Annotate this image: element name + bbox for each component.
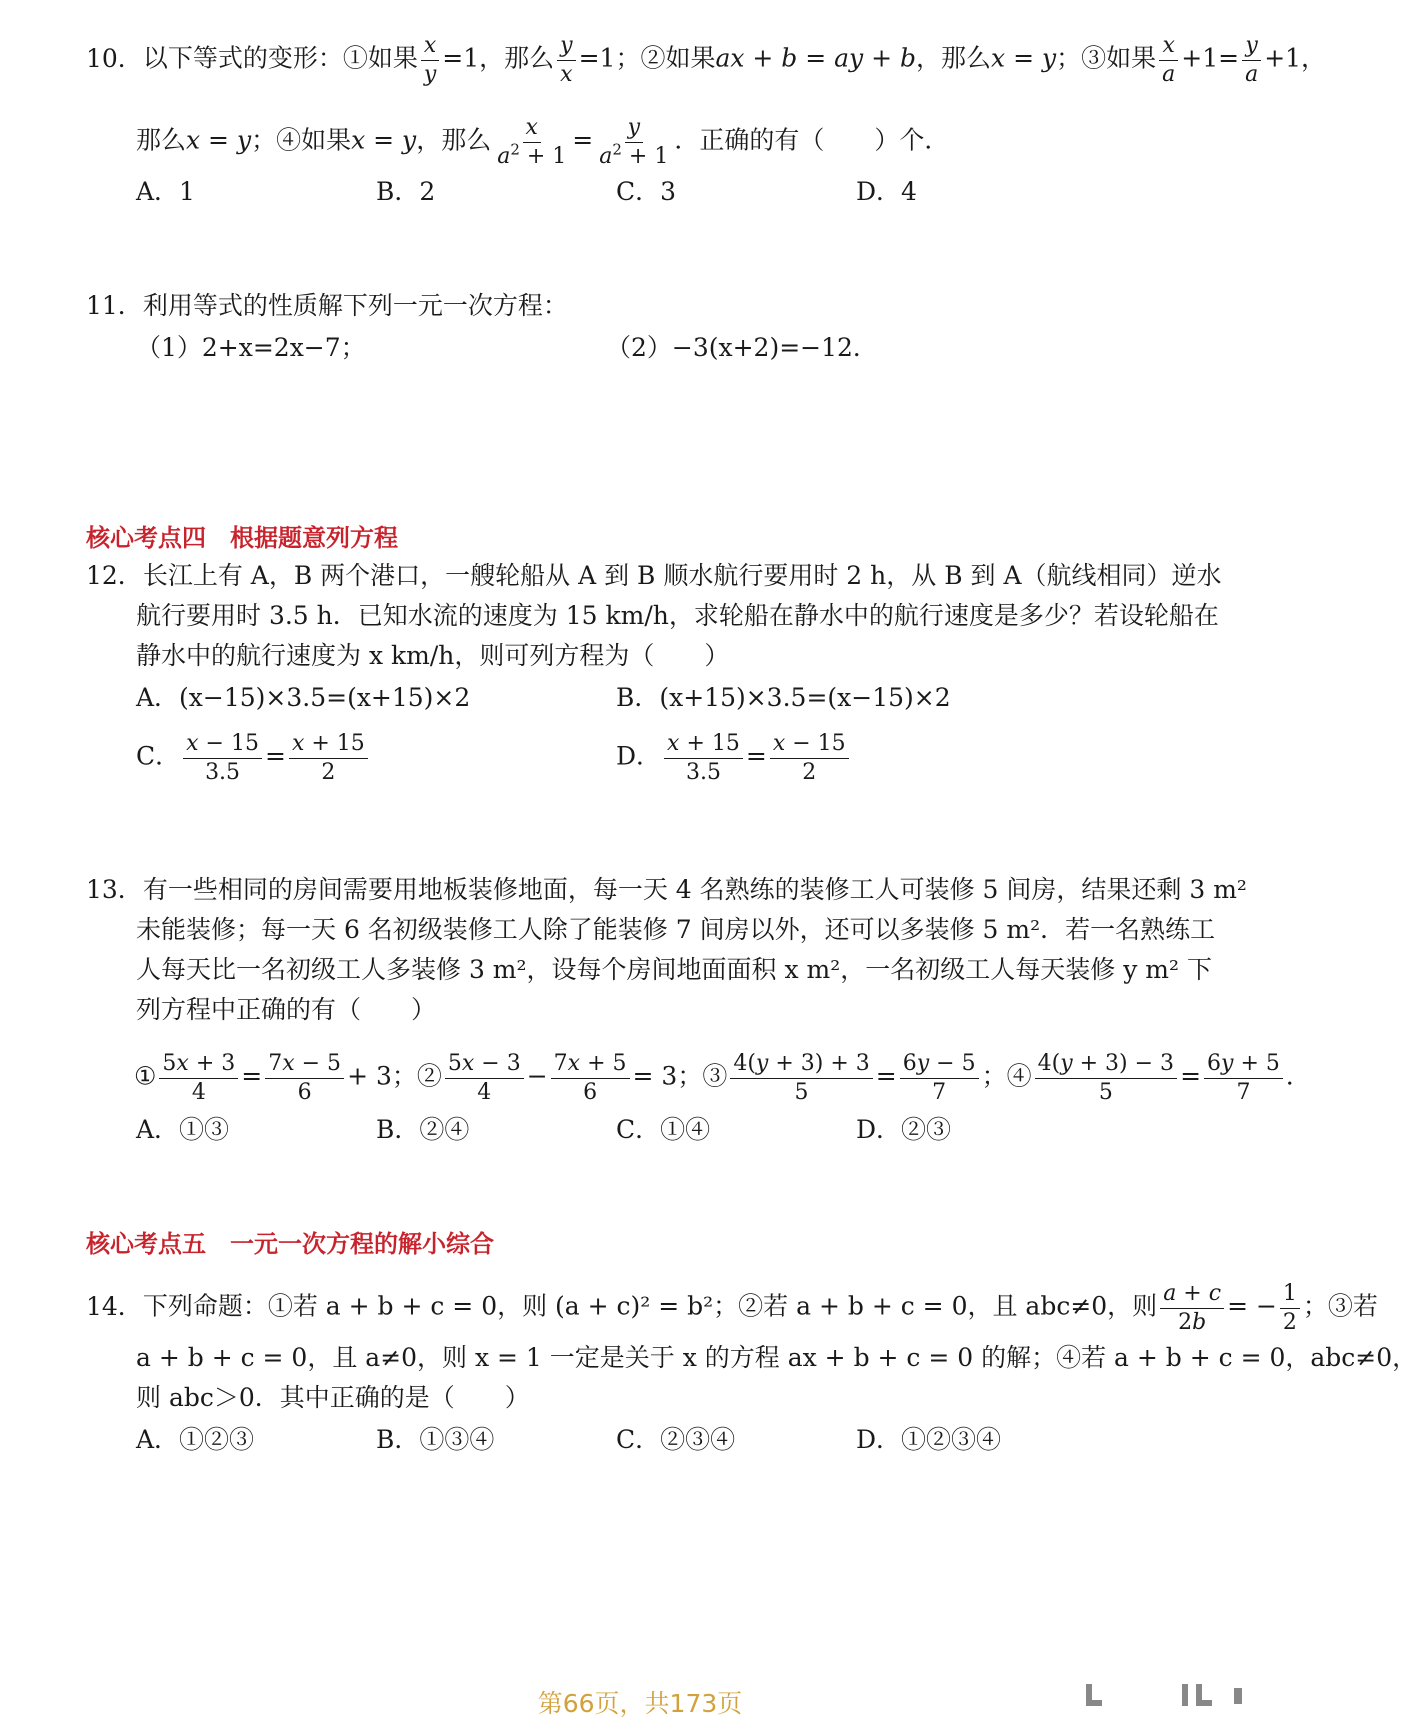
q13-option-a[interactable]: A．①③ bbox=[136, 1115, 230, 1144]
q10-line-1: 10．以下等式的变形：①如果 $\frac{x}{y}$ =1，那么 $\frac{y}{x}$ =1；②如果ax + b = ay + b，那么x = y；③如果 $\frac{x}{a}$ +1= $\frac{y}{a}$ +1， bbox=[86, 33, 1327, 87]
section-heading-5 bbox=[86, 1224, 494, 1259]
q13-line-4: 列方程中正确的有（ ） bbox=[136, 995, 437, 1024]
q11-number: 11． bbox=[86, 291, 143, 320]
watermark-logo-icon bbox=[1086, 1680, 1256, 1718]
q14-number: 14． bbox=[86, 1291, 143, 1321]
q11-part-1: （1）2+x=2x−7； bbox=[136, 333, 366, 362]
q13-line-1: 13．有一些相同的房间需要用地板装修地面，每一天 4 名熟练的装修工人可装修 5 间房，结果还剩 3 m² bbox=[86, 870, 1247, 910]
q10-option-b[interactable]: B．2 bbox=[376, 177, 436, 206]
q14-line-2: a + b + c = 0，且 a≠0，则 x = 1 一定是关于 x 的方程 ax + b + c = 0 的解；④若 a + b + c = 0，abc≠0， bbox=[136, 1343, 1417, 1372]
q12-option-b[interactable]: B．(x+15)×3.5=(x−15)×2 bbox=[616, 683, 951, 712]
q14-option-b[interactable]: B．①③④ bbox=[376, 1425, 495, 1454]
q14-line-1: 14．下列命题：①若 a + b + c = 0，则 (a + c)² = b²；②若 a + b + c = 0，且 abc≠0，则 $\frac{a + c}{2b}$ = − $\frac{1}{2}$ ；③若 bbox=[86, 1281, 1378, 1335]
q10-number: 10． bbox=[86, 43, 143, 73]
fraction-x-over-y: $\frac{x}{y}$ bbox=[421, 32, 439, 88]
q10-option-d[interactable]: D．4 bbox=[856, 177, 917, 206]
q14-option-a[interactable]: A．①②③ bbox=[136, 1425, 255, 1454]
q13-option-c[interactable]: C．①④ bbox=[616, 1115, 711, 1144]
q11-line-1: 11．利用等式的性质解下列一元一次方程： bbox=[86, 286, 568, 326]
q12-option-c[interactable]: C． $\frac{x - 15}{3.5}$ = $\frac{x + 15}{2}$ bbox=[136, 730, 371, 786]
watermark-glyph-icon bbox=[1086, 1680, 1256, 1710]
q13-option-d[interactable]: D．②③ bbox=[856, 1115, 952, 1144]
section-4-title: 根据题意列方程 bbox=[230, 524, 398, 552]
q12-line-3: 静水中的航行速度为 x km/h，则可列方程为（ ） bbox=[136, 641, 730, 670]
q14-line-3: 则 abc＞0．其中正确的是（ ） bbox=[136, 1383, 530, 1412]
q10-option-a[interactable]: A．1 bbox=[136, 177, 195, 206]
q12-line-1: 12．长江上有 A，B 两个港口，一艘轮船从 A 到 B 顺水航行要用时 2 h，从 B 到 A（航线相同）逆水 bbox=[86, 556, 1222, 596]
q12-number: 12． bbox=[86, 561, 143, 590]
q12-line-2: 航行要用时 3.5 h．已知水流的速度为 15 km/h，求轮船在静水中的航行速度是多少？若设轮船在 bbox=[136, 601, 1219, 630]
section-heading-4 bbox=[86, 518, 398, 553]
fraction-y-over-a: $\frac{y}{a}$ bbox=[1242, 32, 1261, 88]
section-5-title: 一元一次方程的解小综合 bbox=[230, 1230, 494, 1258]
q13-equations: ① $\frac{5x + 3}{4}$ = $\frac{7x - 5}{6}$ + 3；② $\frac{5x - 3}{4}$ − $\frac{7x + 5}{6}$ = 3；③ $\frac{4(y + 3) + 3}{5}$ = $\frac{6y - 5}{7}$ ；④ $\frac{4(y + 3) - 3}{5}$ = $\frac{6y + 5}{7}$ ． bbox=[134, 1051, 1311, 1105]
section-4-label: 核心考点四 bbox=[86, 524, 206, 552]
q13-line-3: 人每天比一名初级工人多装修 3 m²，设每个房间地面面积 x m²，一名初级工人每天装修 y m² 下 bbox=[136, 955, 1212, 984]
q11-part-2: （2）−3(x+2)=−12． bbox=[606, 333, 878, 362]
fraction-y-over-x: $\frac{y}{x}$ bbox=[557, 32, 575, 88]
q12-option-a[interactable]: A．(x−15)×3.5=(x+15)×2 bbox=[136, 683, 471, 712]
q14-option-c[interactable]: C．②③④ bbox=[616, 1425, 736, 1454]
q13-option-b[interactable]: B．②④ bbox=[376, 1115, 470, 1144]
fraction-y-over-a2plus1: $\frac{y}{a^2 + 1}$ bbox=[599, 115, 669, 169]
section-5-label: 核心考点五 bbox=[86, 1230, 206, 1258]
q13-line-2: 未能装修；每一天 6 名初级装修工人除了能装修 7 间房以外，还可以多装修 5 m²．若一名熟练工 bbox=[136, 915, 1216, 944]
q12-option-d[interactable]: D． $\frac{x + 15}{3.5}$ = $\frac{x - 15}{2}$ bbox=[616, 730, 852, 786]
q10-line-2: 那么x = y；④如果x = y，那么 $\frac{x}{a^2 + 1}$ = $\frac{y}{a^2 + 1}$ ．正确的有（ ）个． bbox=[136, 115, 950, 169]
q10-option-c[interactable]: C．3 bbox=[616, 177, 677, 206]
q13-number: 13． bbox=[86, 875, 143, 904]
fraction-x-over-a2plus1: $\frac{x}{a^2 + 1}$ bbox=[497, 115, 567, 169]
page-footer: 第66页，共173页 bbox=[537, 1689, 743, 1718]
q14-option-d[interactable]: D．①②③④ bbox=[856, 1425, 1002, 1454]
fraction-x-over-a: $\frac{x}{a}$ bbox=[1159, 32, 1178, 88]
